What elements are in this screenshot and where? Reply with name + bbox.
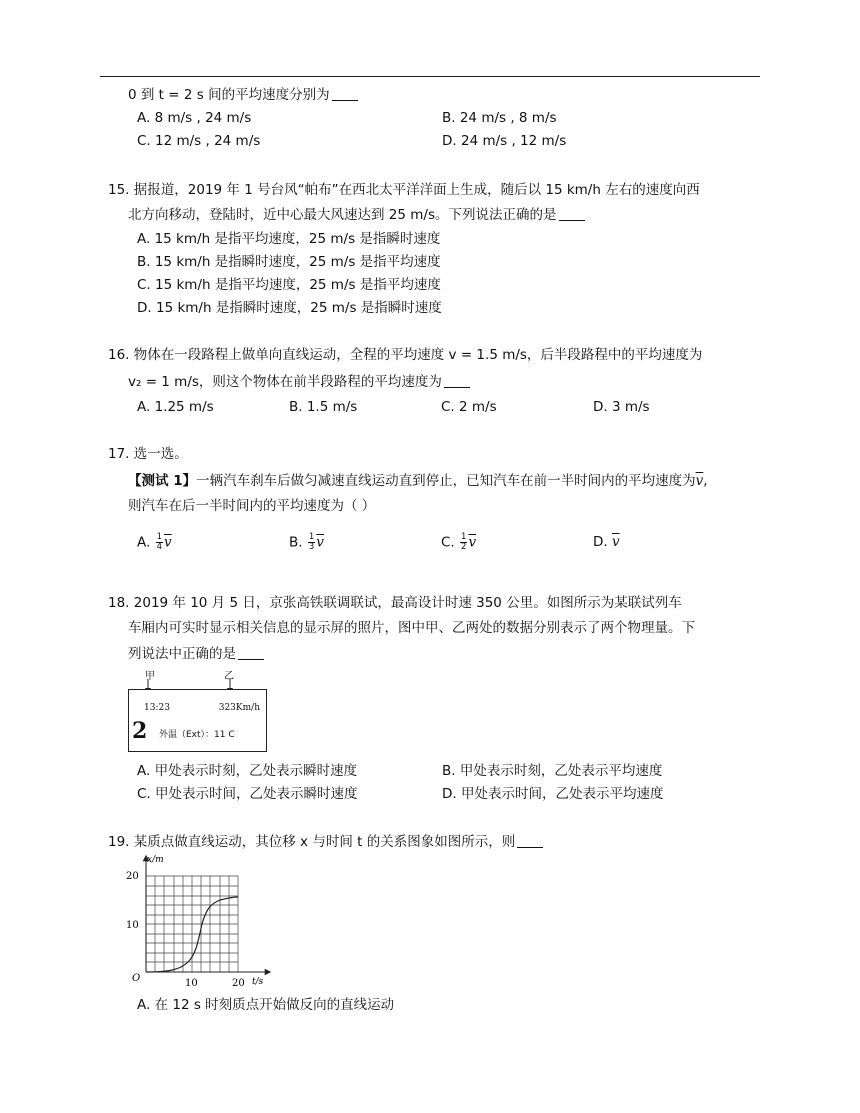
q18-option-c[interactable]: C. 甲处表示时间，乙处表示瞬时速度 [137, 786, 358, 802]
q17-tag: 【测试 1】 [128, 473, 197, 489]
answer-blank[interactable] [559, 206, 585, 221]
x-axis-label: t/s [252, 977, 264, 987]
answer-blank[interactable] [517, 833, 543, 848]
q18-stem-line2: 车厢内可实时显示相关信息的显示屏的照片，图中甲、乙两处的数据分别表示了两个物理量。下 [128, 620, 695, 636]
origin-label: O [132, 973, 141, 984]
label-jia: 甲 [145, 671, 155, 682]
q16-stem-line1: 16. 物体在一段路程上做单向直线运动，全程的平均速度 v = 1.5 m/s，后半段路程中的平均速度为 [108, 347, 703, 363]
q15-stem-line1: 15. 据报道，2019 年 1 号台风“帕布”在西北太平洋洋面上生成，随后以 15 km/h 左右的速度向西 [108, 182, 700, 198]
q17-option-a[interactable]: A. $\frac{1}{4}$ $\overline{v}$ [137, 532, 172, 552]
q18-option-d[interactable]: D. 甲处表示时间，乙处表示平均速度 [442, 786, 664, 802]
q16-option-d[interactable]: D. 3 m/s [593, 399, 650, 415]
q16-option-c[interactable]: C. 2 m/s [441, 399, 497, 415]
answer-blank[interactable] [444, 373, 470, 388]
train-display-screen [128, 689, 267, 752]
x-tick-20: 20 [232, 978, 245, 989]
y-tick-10: 10 [126, 920, 139, 931]
display-speed: 323Km/h [218, 703, 260, 713]
display-time: 13:23 [144, 703, 170, 713]
q17-option-b[interactable]: B. $\frac{1}{3}$ $\overline{v}$ [289, 532, 324, 552]
header-rule [100, 76, 760, 77]
q19-option-a[interactable]: A. 在 12 s 时刻质点开始做反向的直线运动 [137, 997, 395, 1013]
q15-stem-line2: 北方向移动，登陆时，近中心最大风速达到 25 m/s。下列说法正确的是 [128, 206, 585, 224]
y-tick-20: 20 [126, 871, 139, 882]
q16-option-b[interactable]: B. 1.5 m/s [289, 399, 358, 415]
display-ext-temp: 外温（Ext）：11 C [159, 730, 235, 740]
q15-option-d[interactable]: D. 15 km/h 是指瞬时速度，25 m/s 是指瞬时速度 [137, 300, 442, 316]
answer-blank[interactable] [238, 645, 264, 660]
q16-option-a[interactable]: A. 1.25 m/s [137, 399, 214, 415]
q14-option-c[interactable]: C. 12 m/s , 24 m/s [137, 133, 261, 149]
q17-option-d[interactable]: D. $\overline{v}$ [593, 534, 620, 550]
q18-option-b[interactable]: B. 甲处表示时刻，乙处表示平均速度 [442, 763, 663, 779]
q17-option-c[interactable]: C. $\frac{1}{2}$ $\overline{v}$ [441, 532, 477, 552]
q15-option-a[interactable]: A. 15 km/h 是指平均速度，25 m/s 是指瞬时速度 [137, 231, 441, 247]
q17-title: 17. 选一选。 [108, 446, 188, 462]
q18-stem-line3: 列说法中正确的是 [128, 645, 264, 663]
q16-stem-line2: v₂ = 1 m/s，则这个物体在前半段路程的平均速度为 [128, 373, 470, 391]
label-yi: 乙 [224, 671, 234, 682]
q17-stem-line1: 【测试 1】一辆汽车刹车后做匀减速直线运动直到停止，已知汽车在前一半时间内的平均速度为$\overline{v}$, [128, 473, 708, 489]
q15-option-b[interactable]: B. 15 km/h 是指瞬时速度，25 m/s 是指平均速度 [137, 254, 441, 270]
x-tick-10: 10 [185, 978, 198, 989]
q14-stem: 0 到 t = 2 s 间的平均速度分别为 [128, 86, 358, 104]
q18-stem-line1: 18. 2019 年 10 月 5 日，京张高铁联调联试，最高设计时速 350 公里。如图所示为某联试列车 [108, 595, 682, 611]
x-t-graph [118, 852, 288, 992]
display-number: 2 [132, 718, 148, 744]
y-axis-label: x/m [147, 855, 164, 865]
q14-option-b[interactable]: B. 24 m/s , 8 m/s [442, 110, 557, 126]
q14-option-a[interactable]: A. 8 m/s , 24 m/s [137, 110, 252, 126]
answer-blank[interactable] [332, 86, 358, 101]
q17-stem-line2: 则汽车在后一半时间内的平均速度为（ ） [128, 498, 376, 514]
q15-option-c[interactable]: C. 15 km/h 是指平均速度，25 m/s 是指平均速度 [137, 277, 441, 293]
q19-stem: 19. 某质点做直线运动，其位移 x 与时间 t 的关系图象如图所示，则 [108, 833, 543, 851]
q14-option-d[interactable]: D. 24 m/s , 12 m/s [442, 133, 567, 149]
q18-option-a[interactable]: A. 甲处表示时刻，乙处表示瞬时速度 [137, 763, 358, 779]
